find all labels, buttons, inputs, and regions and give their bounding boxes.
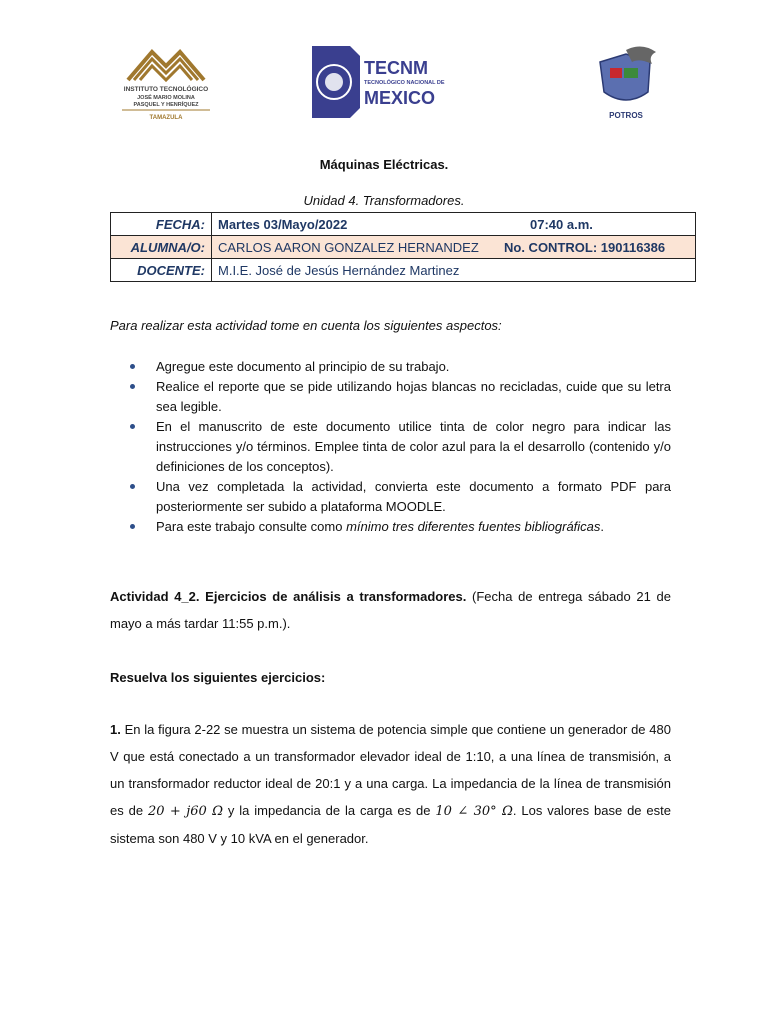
row-fecha <box>111 213 696 236</box>
logo-text-4: TAMAZULA <box>149 115 183 121</box>
bullet-icon <box>130 364 135 369</box>
logo-text-2: JOSÉ MARIO MOLINA <box>137 95 195 101</box>
fecha-label: FECHA: <box>111 213 212 236</box>
alumna-label: ALUMNA/O: <box>111 236 212 259</box>
logo-potros-text: POTROS <box>609 111 643 120</box>
instituto-tecnologico-logo <box>114 42 218 126</box>
list-item-text: Una vez completada la actividad, convierta este documento a formato PDF para posteriormente ser subido a plataforma MOODLE. <box>156 479 671 514</box>
potros-logo <box>592 42 660 124</box>
docente-value: M.I.E. José de Jesús Hernández Martinez <box>212 259 696 282</box>
row-docente <box>111 259 696 282</box>
exercise-text-b: y la impedancia de la carga es de <box>222 803 436 818</box>
list-item-text: Realice el reporte que se pide utilizando hojas blancas no recicladas, cuide que su letra sea legible. <box>156 379 671 414</box>
list-item <box>130 517 671 537</box>
list-item <box>130 477 671 517</box>
list-item-text: En el manuscrito de este documento utilice tinta de color negro para indicar las instrucciones y/o términos. Emplee tinta de color azul para la el desarrollo (contenido y/o definiciones de los conceptos). <box>156 419 671 474</box>
tecnm-logo <box>310 44 458 120</box>
list-item-emphasis: mínimo tres diferentes fuentes bibliográficas <box>346 519 601 534</box>
fecha-value: Martes 03/Mayo/2022 <box>218 216 348 232</box>
load-impedance: 10 ∠ 30° Ω <box>435 804 513 819</box>
alumna-value: CARLOS AARON GONZALEZ HERNANDEZ <box>218 239 479 255</box>
logo-text-3: PASQUEL Y HENRÍQUEZ <box>133 102 199 108</box>
activity-title: Actividad 4_2. Ejercicios de análisis a transformadores. <box>110 589 467 604</box>
solve-heading: Resuelva los siguientes ejercicios: <box>110 670 326 685</box>
exercise-paragraph <box>110 716 671 852</box>
document-title: Máquinas Eléctricas. <box>319 157 449 172</box>
list-item <box>130 357 671 377</box>
list-item <box>130 377 671 417</box>
info-table <box>110 212 696 282</box>
document-subtitle: Unidad 4. Transformadores. <box>303 193 465 208</box>
docente-label: DOCENTE: <box>111 259 212 282</box>
control-value: No. CONTROL: 190116386 <box>504 239 666 255</box>
logo-tecnm-sub: TECNOLÓGICO NACIONAL DE <box>364 80 445 86</box>
line-impedance: 20 + j60 Ω <box>147 804 223 819</box>
intro-text: Para realizar esta actividad tome en cuenta los siguientes aspectos: <box>110 318 502 333</box>
activity-paragraph <box>110 583 671 637</box>
requirements-list <box>130 357 671 537</box>
activity-note: (Fecha de entrega sábado 21 de mayo a más tardar 11:55 p.m.). <box>110 589 671 631</box>
row-alumna <box>111 236 696 259</box>
hora-value: 07:40 a.m. <box>530 216 593 232</box>
list-item <box>130 417 671 477</box>
bullet-icon <box>130 524 135 529</box>
exercise-text-c: . Los valores base de este sistema son 480 V y 10 kVA en el generador. <box>110 803 671 846</box>
list-item-text: Para este trabajo consulte como <box>156 519 347 534</box>
logo-text-1: INSTITUTO TECNOLÓGICO <box>123 86 209 93</box>
exercise-number: 1. <box>110 722 121 737</box>
logo-tecnm-text: TECNM <box>364 58 428 78</box>
bullet-icon <box>130 484 135 489</box>
logo-mexico-text: MEXICO <box>364 88 436 108</box>
bullet-icon <box>130 424 135 429</box>
bullet-icon <box>130 384 135 389</box>
list-item-suffix: . <box>600 519 605 534</box>
exercise-text-a: En la figura 2-22 se muestra un sistema de potencia simple que contiene un generador de 480 V que está conectado a un transformador elevador ideal de 1:10, a una línea de transmisión, a un transformador reductor ideal de 20:1 y a una carga. La impedancia de la línea de transmisión es de <box>110 722 671 818</box>
list-item-text: Agregue este documento al principio de su trabajo. <box>156 359 450 374</box>
